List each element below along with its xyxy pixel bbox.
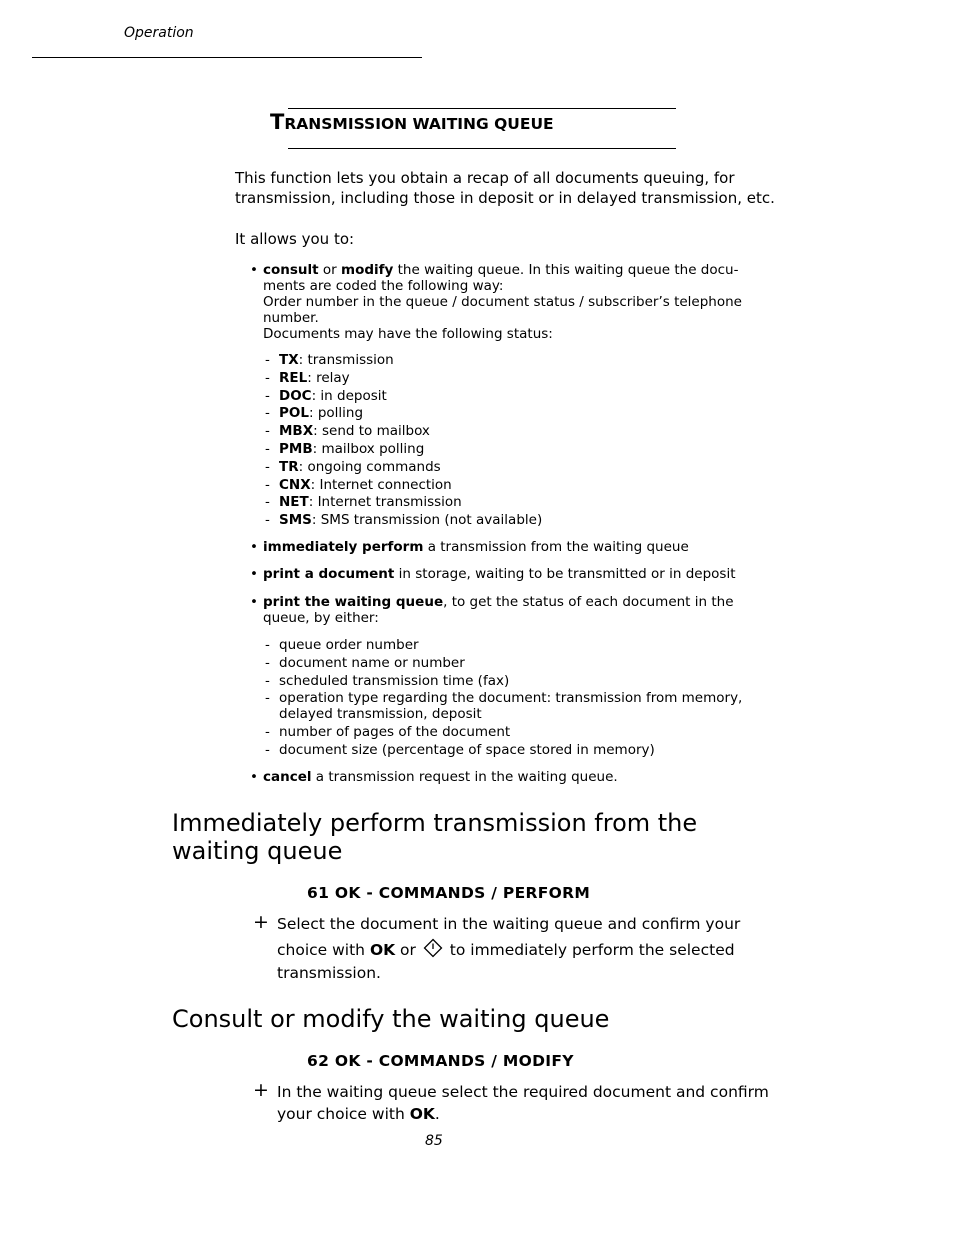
bullet-modify-bold: modify bbox=[341, 262, 394, 278]
option-item: - document size (percentage of space stored in memory) bbox=[265, 741, 655, 758]
title-rule-bottom bbox=[288, 148, 676, 149]
option-item: - queue order number bbox=[265, 637, 419, 653]
bullet-immediately-rest: a transmission from the waiting queue bbox=[423, 539, 689, 555]
ok-key-label: OK bbox=[409, 1105, 435, 1123]
running-header: Operation bbox=[124, 25, 194, 41]
bullet-consult-line4: number. bbox=[263, 310, 319, 326]
command-path-modify: 62 OK - COMMANDS / MODIFY bbox=[307, 1052, 574, 1070]
allows-paragraph: It allows you to: bbox=[235, 230, 355, 248]
bullet-immediately-bold: immediately perform bbox=[263, 539, 424, 555]
option-item: - scheduled transmission time (fax) bbox=[265, 672, 510, 689]
bullet-print-queue: • print the waiting queue, to get the status of each document in the queue, by either: bbox=[250, 594, 770, 626]
bullet-cancel-bold: cancel bbox=[263, 769, 312, 785]
status-item: - SMS: SMS transmission (not available) bbox=[265, 512, 543, 529]
plus-icon: + bbox=[253, 911, 269, 933]
status-item: - DOC: in deposit bbox=[265, 387, 387, 404]
step-perform bbox=[253, 913, 773, 984]
section-title-initial: T bbox=[270, 110, 285, 134]
plus-icon: + bbox=[253, 1079, 269, 1101]
status-item: - MBX: send to mailbox bbox=[265, 423, 430, 440]
status-item: - PMB: mailbox polling bbox=[265, 440, 425, 457]
command-path-perform: 61 OK - COMMANDS / PERFORM bbox=[307, 884, 591, 902]
start-diamond-icon bbox=[423, 938, 443, 964]
ok-key-label: OK bbox=[369, 941, 396, 959]
status-item: - NET: Internet transmission bbox=[265, 494, 462, 511]
bullet-consult-mid: or bbox=[318, 262, 342, 278]
page-number: 85 bbox=[425, 1133, 443, 1149]
bullet-dot: • bbox=[250, 262, 258, 278]
option-item: - number of pages of the document bbox=[265, 724, 511, 741]
bullet-consult-line2: ments are coded the following way: bbox=[263, 278, 504, 294]
bullet-print-document: • print a document in storage, waiting to be transmitted or in deposit bbox=[250, 566, 736, 582]
subsection-heading-consult: Consult or modify the waiting queue bbox=[172, 1005, 610, 1033]
subsection-heading-perform-line1: Immediately perform transmission from the bbox=[172, 809, 698, 837]
step-perform-line2: choice with OK or to immediately perform the selected bbox=[277, 938, 773, 964]
bullet-immediately: • immediately perform a transmission from the waiting queue bbox=[250, 539, 689, 555]
bullet-consult bbox=[250, 262, 770, 342]
option-item: - operation type regarding the document: transmission from memory, delayed transmission, deposit bbox=[265, 690, 743, 723]
bullet-consult-line5: Documents may have the following status: bbox=[263, 326, 553, 342]
subsection-heading-perform-line2: waiting queue bbox=[172, 837, 343, 865]
header-rule bbox=[32, 57, 422, 58]
step-perform-line1: Select the document in the waiting queue and confirm your bbox=[277, 915, 741, 933]
status-list bbox=[250, 352, 770, 530]
bullet-consult-line1: the waiting queue. In this waiting queue the docu- bbox=[393, 262, 739, 278]
status-item: - POL: polling bbox=[265, 405, 364, 422]
bullet-consult-line3: Order number in the queue / document status / subscriber’s telephone bbox=[263, 294, 742, 310]
bullet-print-document-rest: in storage, waiting to be transmitted or in deposit bbox=[394, 566, 736, 582]
intro-paragraph: This function lets you obtain a recap of all documents queuing, for transmission, including those in deposit or in delayed transmission, etc. bbox=[235, 169, 775, 207]
bullet-print-queue-rest2: queue, by either: bbox=[263, 610, 379, 626]
step-modify-line1: In the waiting queue select the required document and confirm bbox=[277, 1083, 769, 1101]
bullet-print-queue-rest1: , to get the status of each document in the bbox=[443, 594, 734, 610]
status-item: - REL: relay bbox=[265, 369, 350, 386]
section-title-rest: RANSMISSION WAITING QUEUE bbox=[284, 115, 554, 133]
step-modify bbox=[253, 1081, 773, 1125]
step-perform-line3: transmission. bbox=[277, 964, 381, 982]
status-item: - CNX: Internet connection bbox=[265, 476, 452, 493]
queue-options-list bbox=[250, 637, 750, 758]
bullet-print-document-bold: print a document bbox=[263, 566, 395, 582]
bullet-cancel-rest: a transmission request in the waiting queue. bbox=[311, 769, 618, 785]
subsection-heading-perform bbox=[172, 809, 697, 865]
title-rule-top bbox=[288, 108, 676, 109]
status-item: - TX: transmission bbox=[265, 352, 394, 368]
step-modify-line2: your choice with OK. bbox=[277, 1105, 440, 1123]
option-item: - document name or number bbox=[265, 654, 465, 671]
bullet-consult-bold: consult bbox=[263, 262, 319, 278]
bullet-print-queue-bold: print the waiting queue bbox=[263, 594, 444, 610]
bullet-cancel: • cancel a transmission request in the waiting queue. bbox=[250, 769, 618, 785]
status-item: - TR: ongoing commands bbox=[265, 458, 441, 475]
section-title bbox=[270, 110, 554, 134]
